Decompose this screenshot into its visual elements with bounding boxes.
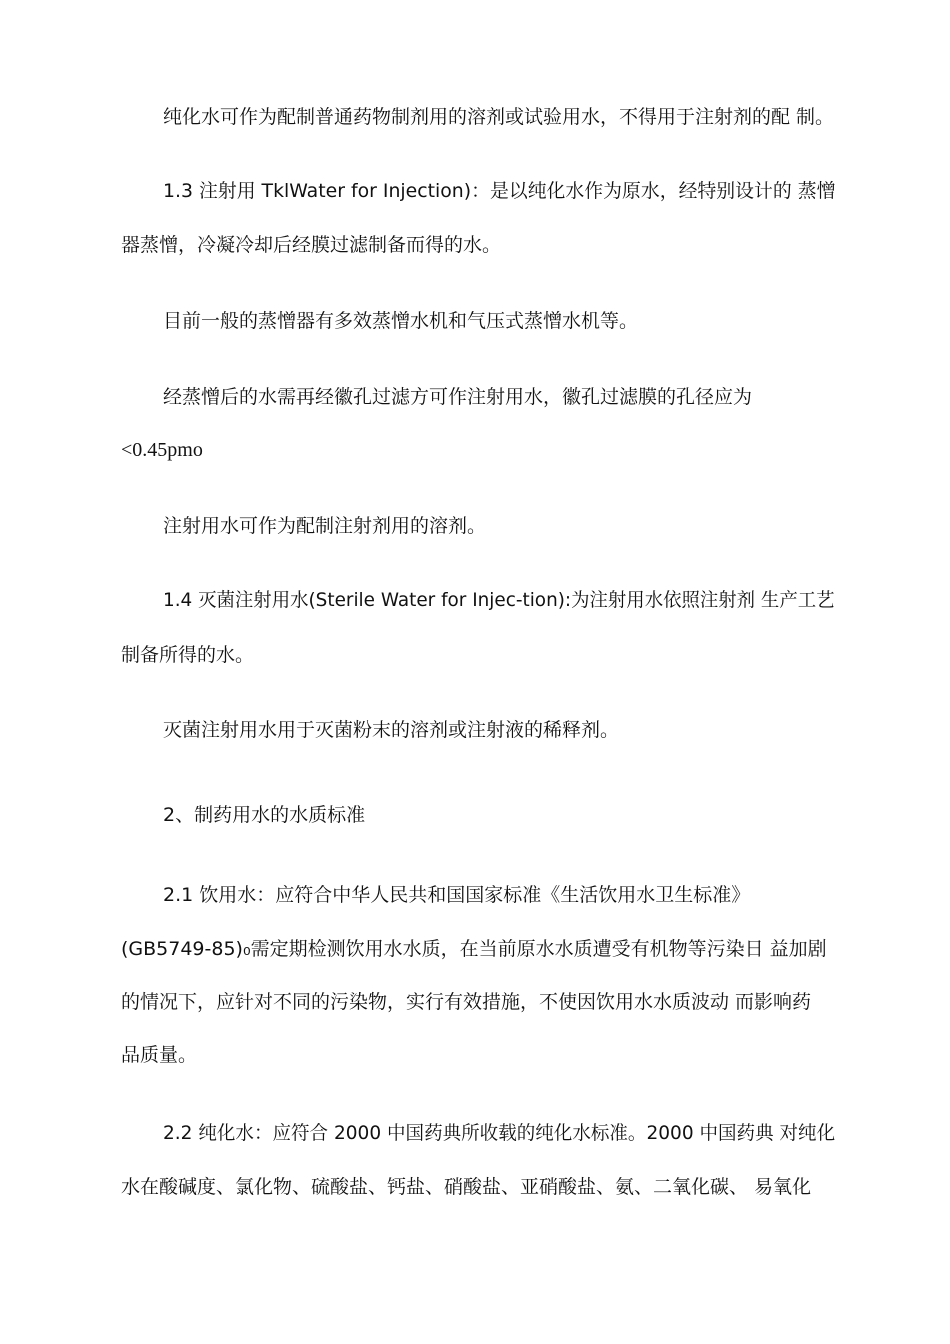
paragraph-line-12: 2.1 饮用水：应符合中华人民共和国国家标准《生活饮用水卫生标准》 (163, 884, 751, 906)
paragraph-line-13: (GB5749-85)₀需定期检测饮用水水质，在当前原水水质遭受有机物等污染日 益加剧 (121, 938, 827, 960)
paragraph-line-1: 纯化水可作为配制普通药物制剂用的溶剂或试验用水，不得用于注射剂的配 制。 (163, 106, 835, 128)
paragraph-line-17: 水在酸碱度、氯化物、硫酸盐、钙盐、硝酸盐、亚硝酸盐、氨、二氧化碳、 易氧化 (121, 1176, 812, 1198)
paragraph-line-15: 品质量。 (121, 1044, 198, 1066)
paragraph-line-7: 注射用水可作为配制注射剂用的溶剂。 (163, 515, 487, 537)
paragraph-line-5: 经蒸憎后的水需再经徽孔过滤方可作注射用水，徽孔过滤膜的孔径应为 (163, 386, 753, 408)
paragraph-line-2: 1.3 注射用 TklWater for Injection)：是以纯化水作为原水，经特别设计的 蒸憎 (163, 180, 836, 202)
paragraph-line-8: 1.4 灭菌注射用水(Sterile Water for Injec-tion):为注射用水依照注射剂 生产工艺 (163, 589, 835, 611)
paragraph-line-6: <0.45pmo (121, 439, 203, 461)
paragraph-line-3: 器蒸憎，冷凝冷却后经膜过滤制备而得的水。 (121, 234, 502, 256)
paragraph-line-10: 灭菌注射用水用于灭菌粉末的溶剂或注射液的稀释剂。 (163, 719, 620, 741)
paragraph-line-4: 目前一般的蒸憎器有多效蒸憎水机和气压式蒸憎水机等。 (163, 310, 639, 332)
paragraph-line-9: 制备所得的水。 (121, 644, 255, 666)
paragraph-line-16: 2.2 纯化水：应符合 2000 中国药典所收载的纯化水标准。2000 中国药典 对纯化 (163, 1122, 836, 1144)
paragraph-line-14: 的情况下，应针对不同的污染物，实行有效措施，不使因饮用水水质波动 而影响药 (121, 991, 812, 1013)
section-heading: 2、制药用水的水质标准 (163, 804, 366, 826)
